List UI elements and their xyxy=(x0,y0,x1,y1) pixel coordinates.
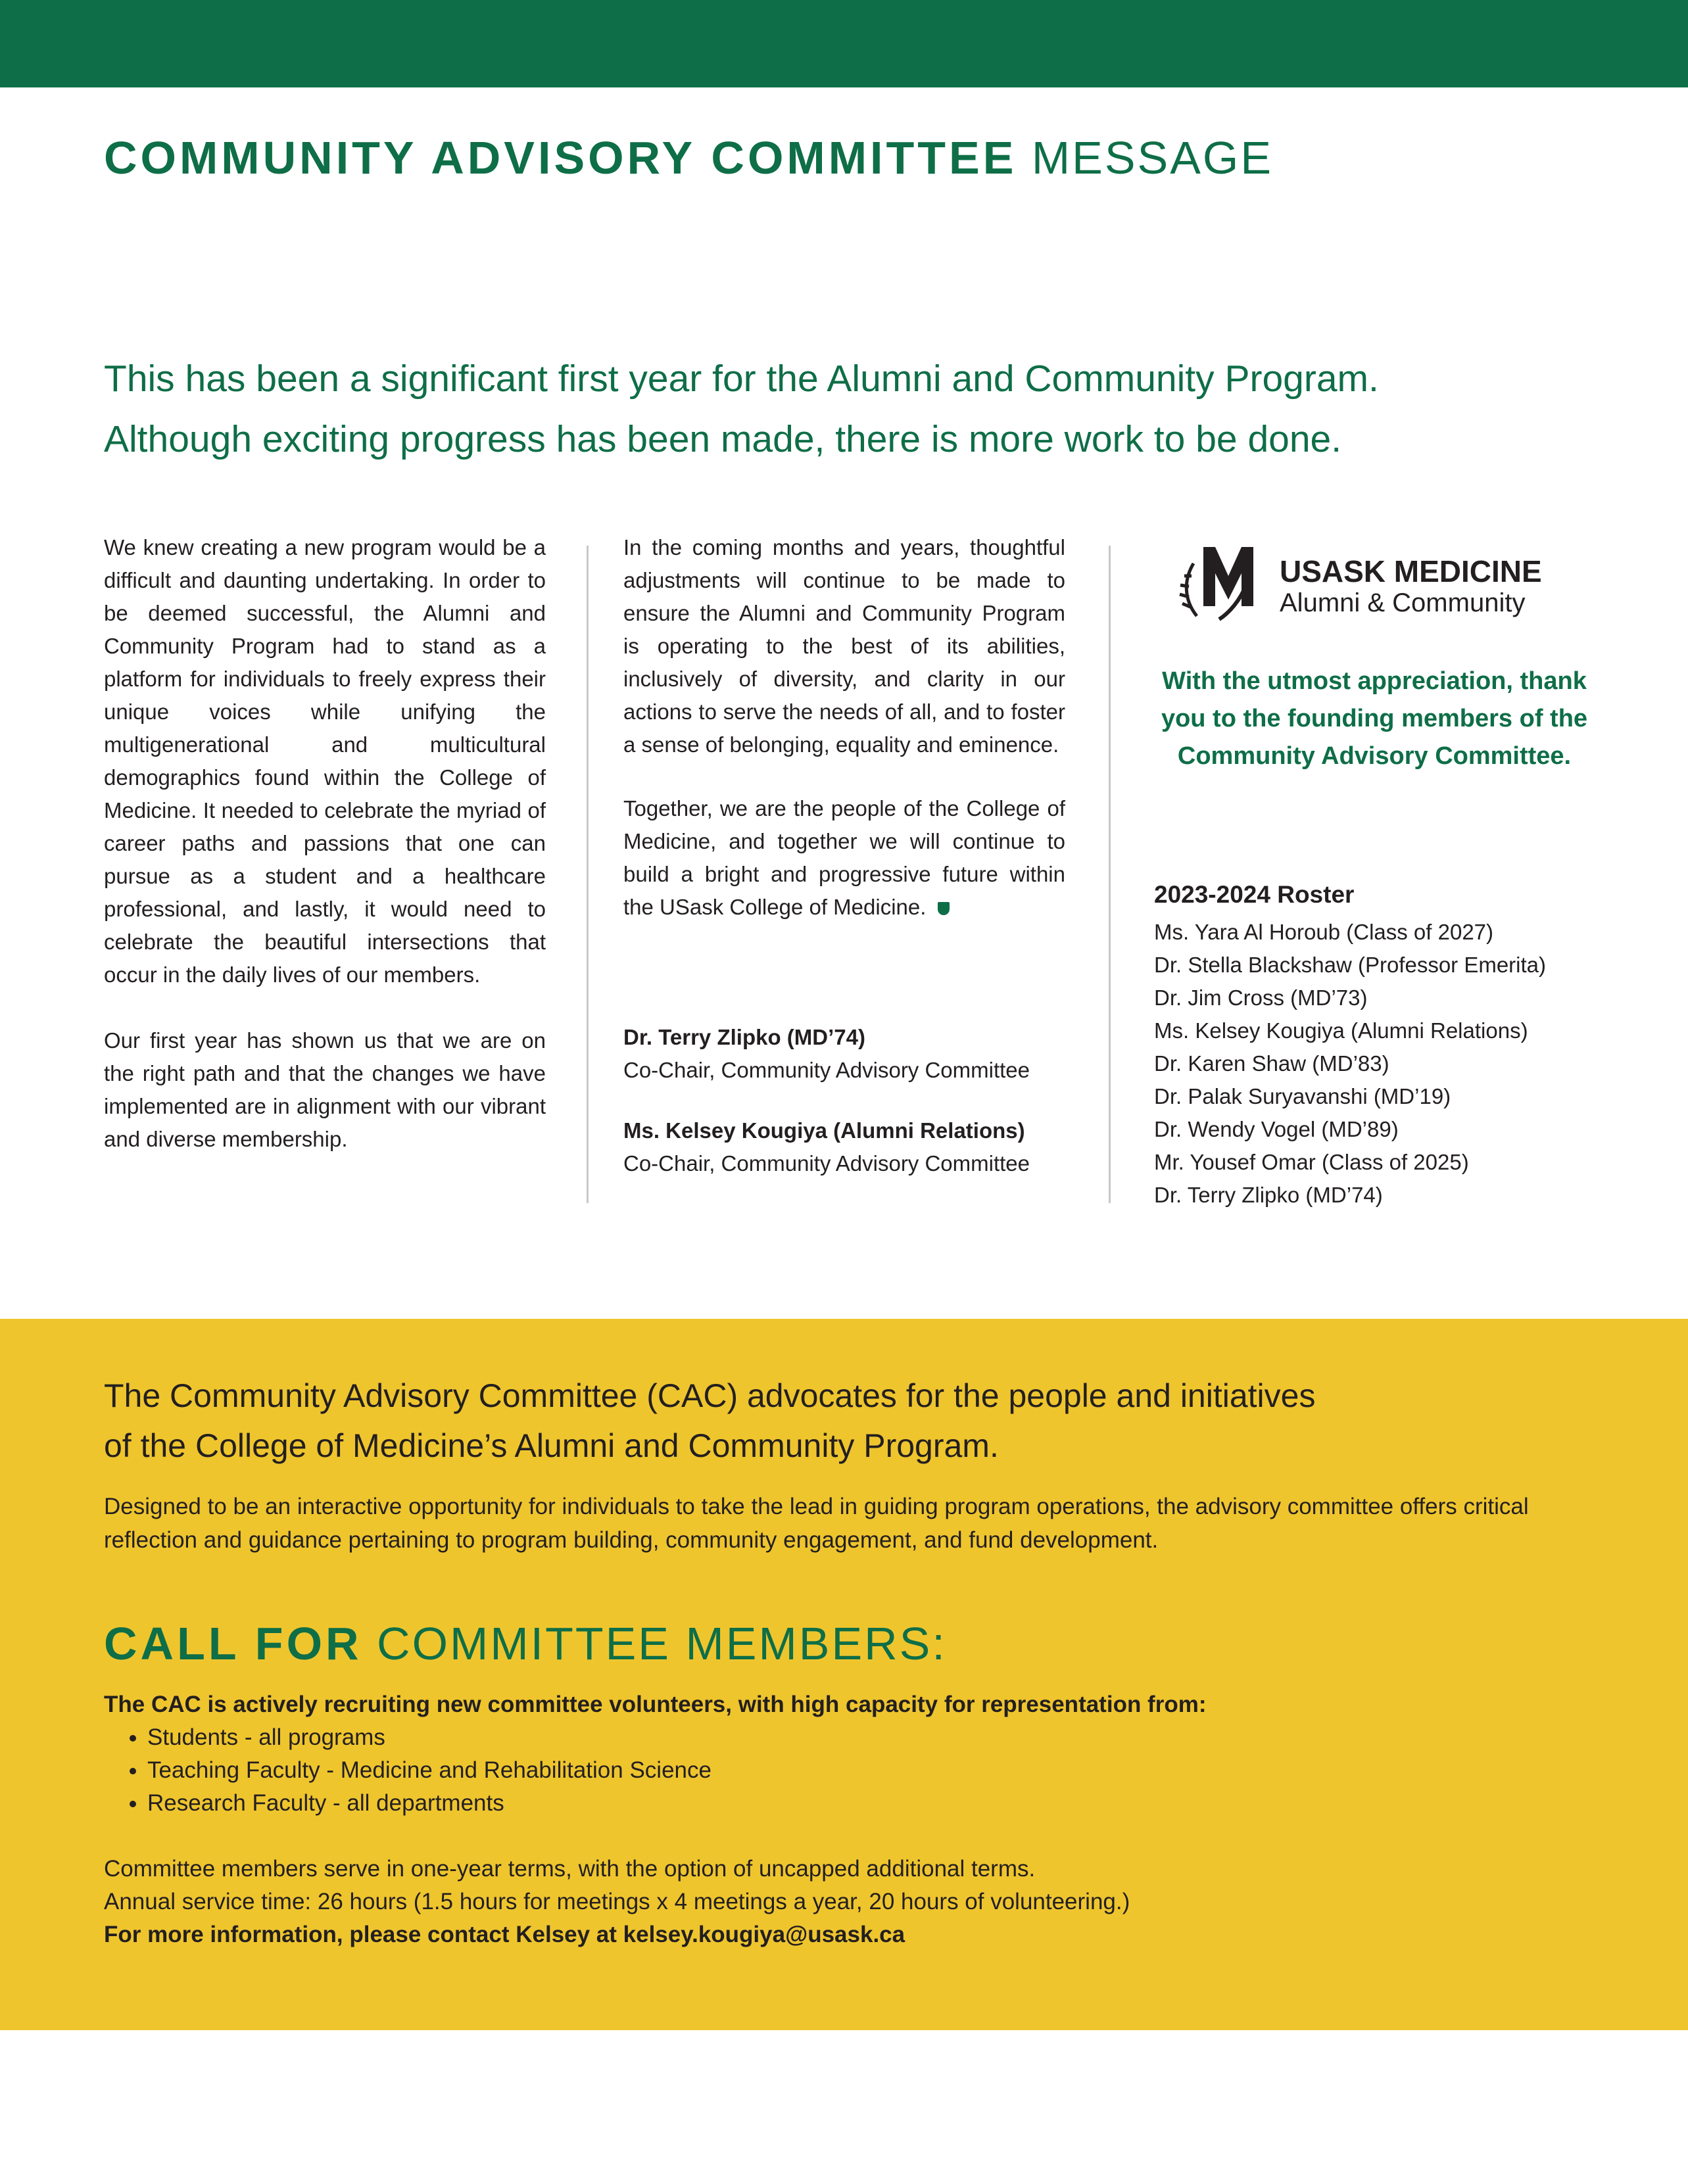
message-paragraph-text: Together, we are the people of the College of Medicine, and together we will continue to build a bright and progressive future within the USask College of Medicine. xyxy=(623,796,1065,919)
message-paragraph-closing xyxy=(623,792,1065,924)
top-banner xyxy=(0,0,1688,87)
signature-name: Dr. Terry Zlipko (MD’74) xyxy=(623,1025,865,1049)
cac-lead-line-2: of the College of Medicine’s Alumni and Community Program. xyxy=(104,1427,999,1464)
service-time-text: Annual service time: 26 hours (1.5 hours for meetings x 4 meetings a year, 20 hours of volunteering.) xyxy=(104,1889,1130,1914)
recruitment-list xyxy=(104,1721,1616,1820)
roster xyxy=(1154,878,1614,1212)
cac-lead-line-1: The Community Advisory Committee (CAC) advocates for the people and initiatives xyxy=(104,1377,1316,1414)
logo-subtitle: Alumni & Community xyxy=(1280,588,1526,617)
contact-text: For more information, please contact Kelsey at kelsey.kougiya@usask.ca xyxy=(104,1922,905,1947)
message-column-2 xyxy=(623,531,1065,1180)
roster-member: Dr. Jim Cross (MD’73) xyxy=(1154,985,1368,1010)
intro-statement xyxy=(104,348,1616,469)
column-divider xyxy=(587,546,589,1203)
roster-member: Dr. Stella Blackshaw (Professor Emerita) xyxy=(1154,953,1547,977)
page-title-light: MESSAGE xyxy=(1031,132,1274,183)
usask-medicine-logo xyxy=(1177,534,1572,632)
page-title xyxy=(104,131,1273,184)
recruitment-info xyxy=(104,1688,1616,1820)
call-heading-light: COMMITTEE MEMBERS: xyxy=(377,1618,947,1669)
appreciation-note: With the utmost appreciation, thank you to the founding members of the Community Advisory Committee. xyxy=(1161,667,1588,770)
roster-member: Dr. Palak Suryavanshi (MD’19) xyxy=(1154,1084,1451,1108)
roster-list xyxy=(1154,916,1614,1212)
call-heading-bold: CALL FOR xyxy=(104,1618,362,1669)
signature-role: Co-Chair, Community Advisory Committee xyxy=(623,1151,1030,1175)
recruitment-lead: The CAC is actively recruiting new committee volunteers, with high capacity for representation from: xyxy=(104,1692,1207,1717)
cac-lead xyxy=(104,1371,1419,1471)
roster-member: Mr. Yousef Omar (Class of 2025) xyxy=(1154,1150,1469,1174)
column-divider xyxy=(1109,546,1111,1203)
roster-heading: 2023-2024 Roster xyxy=(1154,881,1355,908)
terms-info xyxy=(104,1853,1616,1951)
roster-member: Ms. Kelsey Kougiya (Alumni Relations) xyxy=(1154,1018,1528,1043)
logo-wordmark: USASK MEDICINE xyxy=(1280,554,1542,588)
recruitment-item: • Students - all programs xyxy=(147,1721,1616,1754)
roster-member: Ms. Yara Al Horoub (Class of 2027) xyxy=(1154,920,1494,944)
roster-member: Dr. Karen Shaw (MD’83) xyxy=(1154,1051,1389,1076)
roster-member: Dr. Terry Zlipko (MD’74) xyxy=(1154,1183,1383,1207)
message-paragraph: Our first year has shown us that we are on the right path and that the changes we have implemented are in alignment with our vibrant and diverse membership. xyxy=(104,1028,546,1151)
terms-text: Committee members serve in one-year terms, with the option of uncapped additional terms. xyxy=(104,1856,1036,1882)
call-heading xyxy=(104,1617,947,1670)
logo-emblem-icon xyxy=(1177,534,1276,632)
message-column-1 xyxy=(104,531,546,1156)
recruitment-item: • Research Faculty - all departments xyxy=(147,1787,1616,1820)
signature-block xyxy=(623,1021,1065,1180)
cac-description: Designed to be an interactive opportunity for individuals to take the lead in guiding program operations, the advisory committee offers critical reflection and guidance pertaining to program building, community engagement, and fund development. xyxy=(104,1494,1529,1553)
recruitment-item: • Teaching Faculty - Medicine and Rehabilitation Science xyxy=(147,1754,1616,1787)
page-title-bold: COMMUNITY ADVISORY COMMITTEE xyxy=(104,132,1017,183)
intro-line-2: Although exciting progress has been made, there is more work to be done. xyxy=(104,418,1342,460)
message-paragraph: In the coming months and years, thoughtful adjustments will continue to be made to ensure the Alumni and Community Program is operating to the best of its abilities, inclusively of diversity, and clarity in our actions to serve the needs of all, and to foster a sense of belonging, equality and eminence. xyxy=(623,535,1065,757)
signature-name: Ms. Kelsey Kougiya (Alumni Relations) xyxy=(623,1118,1025,1143)
signature-role: Co-Chair, Community Advisory Committee xyxy=(623,1058,1030,1082)
leaf-icon xyxy=(938,902,950,915)
message-paragraph: We knew creating a new program would be a difficult and daunting undertaking. In order to be deemed successful, the Alumni and Community Program had to stand as a platform for individuals to freely express their unique voices while unifying the multigenerational and multicultural demographics found within the College of Medicine. It needed to celebrate the myriad of career paths and passions that one can pursue as a student and a healthcare professional, and lastly, it would need to celebrate the beautiful intersections that occur in the daily lives of our members. xyxy=(104,535,546,987)
intro-line-1: This has been a significant first year for the Alumni and Community Program. xyxy=(104,358,1379,400)
roster-member: Dr. Wendy Vogel (MD’89) xyxy=(1154,1117,1399,1141)
